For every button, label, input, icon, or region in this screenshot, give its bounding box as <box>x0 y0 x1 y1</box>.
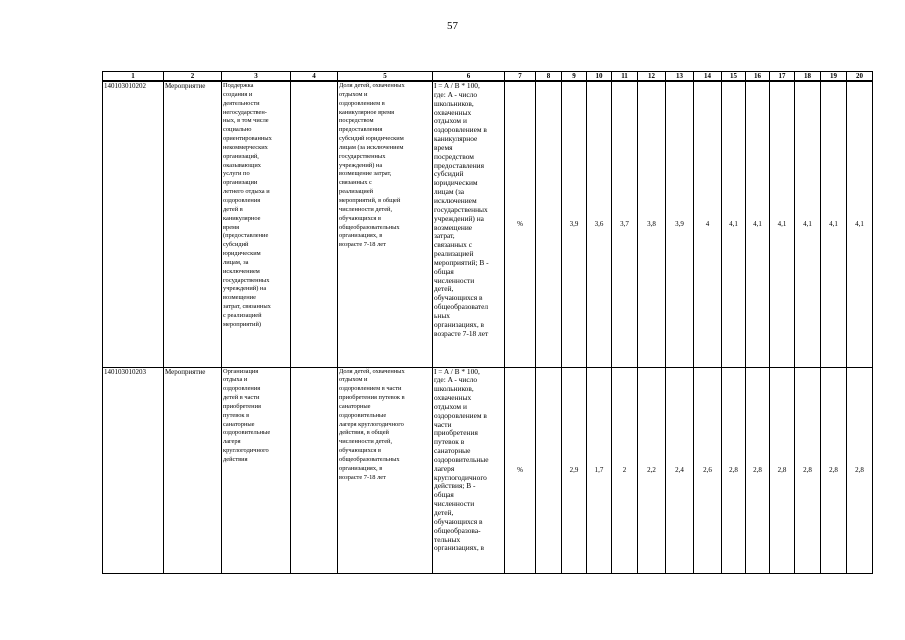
text-line: (предоставление <box>223 232 269 240</box>
value-cell: 1,7 <box>587 367 612 573</box>
text-line: организации <box>223 179 258 187</box>
header-cell: 9 <box>562 72 587 82</box>
text-line: время <box>434 142 453 152</box>
text-line: действия <box>223 455 248 463</box>
text-line: оздоровительные <box>434 454 489 464</box>
text-line: ных, в том числе <box>223 117 269 125</box>
text-line: где: A - число <box>434 375 478 385</box>
row-code: 140103010203 <box>103 367 164 573</box>
text-line: детей в части <box>223 394 260 402</box>
text-line: время <box>223 223 240 231</box>
text-line: части <box>434 419 452 429</box>
header-cell: 4 <box>291 72 338 82</box>
value-cell: 3,9 <box>666 81 694 367</box>
text-line: мероприятий; B - <box>434 257 489 267</box>
text-line: оздоровлением в <box>434 410 487 420</box>
text-line: численности <box>434 275 475 285</box>
text-line: отдыха и <box>223 376 248 384</box>
text-line: путевок в <box>223 411 250 419</box>
text-line: лагеря круглогодичного <box>339 420 404 428</box>
text-line: государственных <box>434 204 488 214</box>
text-line: численности детей, <box>339 205 393 213</box>
value-cell: 2,4 <box>666 367 694 573</box>
text-line: каникулярное <box>434 134 478 144</box>
text-line: санаторные <box>434 446 471 456</box>
text-line: затрат, связанных <box>223 303 271 311</box>
value-cell: 2,8 <box>722 367 746 573</box>
row-type: Мероприятие <box>164 367 222 573</box>
text-line: обучающихся в <box>434 516 483 526</box>
value-cell: 2,8 <box>847 367 873 573</box>
col4-cell <box>291 81 338 367</box>
value-cell: 4 <box>694 81 722 367</box>
text-line: посредством <box>339 117 374 125</box>
text-line: лицам, за <box>223 258 249 266</box>
text-line: детей, <box>434 508 454 517</box>
text-line: исключением <box>223 267 260 275</box>
text-line: круглогодичного <box>223 447 269 455</box>
value-cell: 3,7 <box>612 81 638 367</box>
text-line: Организация <box>223 367 259 375</box>
header-cell: 5 <box>338 72 433 82</box>
col8-cell <box>536 367 562 573</box>
text-line: деятельности <box>223 99 260 107</box>
text-line: школьников, <box>434 384 474 394</box>
text-line: I = A / B * 100, <box>434 367 480 376</box>
text-line: детей в <box>223 205 243 213</box>
text-line: оздоровлением в <box>339 99 385 107</box>
row-code: 140103010202 <box>103 81 164 367</box>
text-line: организациях, в <box>434 319 485 329</box>
text-line: лицам (за исключением <box>339 143 404 151</box>
text-line: круглогодичного <box>434 472 487 482</box>
text-line: детей, <box>434 284 454 294</box>
text-line: предоставления <box>434 160 485 170</box>
text-line: приобретения <box>223 402 261 410</box>
unit-cell: % <box>505 81 536 367</box>
text-line: социально <box>223 126 252 134</box>
header-cell: 17 <box>770 72 795 82</box>
value-cell: 2 <box>612 367 638 573</box>
header-cell: 20 <box>847 72 873 82</box>
text-line: субсидий юридическим <box>339 135 404 143</box>
table-row <box>103 81 873 367</box>
header-cell: 16 <box>746 72 770 82</box>
text-line: возрасте 7-18 лет <box>434 328 489 338</box>
value-cell: 4,1 <box>722 81 746 367</box>
text-line: обучающихся в <box>434 293 483 303</box>
value-cell: 3,8 <box>638 81 666 367</box>
text-line: обучающихся в <box>339 214 381 222</box>
text-line: организациях, в <box>434 543 485 553</box>
header-cell: 1 <box>103 72 164 82</box>
value-cell: 4,1 <box>770 81 795 367</box>
text-line: некоммерческих <box>223 143 268 151</box>
text-line: оздоровительные <box>223 429 271 437</box>
value-cell: 2,8 <box>746 367 770 573</box>
text-line: I = A / B * 100, <box>434 81 480 90</box>
text-line: затрат, <box>434 231 455 241</box>
text-line: общеобразова- <box>434 525 481 535</box>
column-number-header-row <box>103 72 873 82</box>
text-line: отдыхом и <box>339 376 368 384</box>
text-line: где: A - число <box>434 89 478 99</box>
text-line: Поддержка <box>223 82 254 89</box>
header-cell: 12 <box>638 72 666 82</box>
text-line: субсидий <box>434 169 464 179</box>
text-line: предоставления <box>339 126 383 134</box>
formula <box>433 81 505 367</box>
text-line: учреждений) на <box>223 285 267 293</box>
indicators-table <box>102 71 873 574</box>
value-cell: 4,1 <box>795 81 821 367</box>
text-line: реализацией <box>339 188 374 196</box>
text-line: приобретения <box>434 428 478 438</box>
value-cell: 2,8 <box>795 367 821 573</box>
text-line: отдыхом и <box>434 401 467 411</box>
text-line: лагеря <box>434 463 455 473</box>
formula <box>433 367 505 573</box>
value-cell: 2,8 <box>821 367 847 573</box>
text-line: возрасте 7-18 лет <box>339 473 386 481</box>
text-line: реализацией <box>434 249 474 259</box>
value-cell: 2,9 <box>562 367 587 573</box>
text-line: организациях, в <box>339 232 383 240</box>
text-line: учреждений) на <box>339 161 383 169</box>
indicator-name <box>338 367 433 573</box>
text-line: отдыхом и <box>434 116 467 126</box>
text-line: Доля детей, охваченных <box>339 82 405 89</box>
text-line: отдыхом и <box>339 90 368 98</box>
value-cell: 4,1 <box>746 81 770 367</box>
indicator-name <box>338 81 433 367</box>
header-cell: 10 <box>587 72 612 82</box>
text-line: охваченных <box>434 107 472 117</box>
text-line: ьных <box>434 310 450 320</box>
text-line: лагеря <box>223 438 241 446</box>
text-line: мероприятий) <box>223 320 262 328</box>
unit-cell: % <box>505 367 536 573</box>
value-cell: 2,8 <box>770 367 795 573</box>
text-line: охваченных <box>434 393 472 403</box>
text-line: оздоровлением в <box>434 125 487 135</box>
text-line: возмещение <box>223 294 256 302</box>
text-line: посредством <box>434 151 474 161</box>
text-line: негосударствен- <box>223 108 267 116</box>
text-line: санаторные <box>223 420 255 428</box>
value-cell: 4,1 <box>847 81 873 367</box>
text-line: услуги по <box>223 170 250 178</box>
value-cell: 3,6 <box>587 81 612 367</box>
value-cell: 4,1 <box>821 81 847 367</box>
text-line: оздоровительные <box>339 411 387 419</box>
text-line: с реализацией <box>223 311 262 319</box>
text-line: связанных с <box>434 240 472 250</box>
header-cell: 7 <box>505 72 536 82</box>
table-row <box>103 367 873 573</box>
header-cell: 18 <box>795 72 821 82</box>
text-line: Доля детей, охваченных <box>339 367 405 375</box>
text-line: действия; B - <box>434 481 476 491</box>
header-cell: 3 <box>222 72 291 82</box>
value-cell: 3,9 <box>562 81 587 367</box>
text-line: ориентированных <box>223 135 272 143</box>
text-line: тельных <box>434 534 461 544</box>
header-cell: 6 <box>433 72 505 82</box>
text-line: действия, в общей <box>339 429 389 437</box>
header-cell: 14 <box>694 72 722 82</box>
value-cell: 2,6 <box>694 367 722 573</box>
header-cell: 8 <box>536 72 562 82</box>
text-line: общеобразовательных <box>339 455 400 463</box>
header-cell: 15 <box>722 72 746 82</box>
row-type: Мероприятие <box>164 81 222 367</box>
text-line: создания и <box>223 90 253 98</box>
text-line: общая <box>434 266 454 276</box>
header-cell: 11 <box>612 72 638 82</box>
col4-cell <box>291 367 338 573</box>
header-cell: 2 <box>164 72 222 82</box>
text-line: субсидий <box>223 241 249 249</box>
text-line: юридическим <box>434 178 478 188</box>
text-line: оздоровления <box>223 196 261 204</box>
text-line: возмещение затрат, <box>339 170 392 178</box>
text-line: каникулярное <box>223 214 261 222</box>
text-line: обучающихся в <box>339 447 381 455</box>
text-line: исключением <box>434 195 477 205</box>
page-number: 57 <box>447 20 458 32</box>
text-line: юридическим <box>223 250 261 258</box>
text-line: санаторные <box>339 402 371 410</box>
text-line: численности детей, <box>339 438 393 446</box>
text-line: учреждений) на <box>434 213 484 223</box>
text-line: приобретения путевок в <box>339 394 405 402</box>
text-line: государственных <box>223 276 270 284</box>
measure-name <box>222 81 291 367</box>
text-line: организаций, <box>223 152 259 160</box>
text-line: возмещение <box>434 222 473 232</box>
text-line: возрасте 7-18 лет <box>339 241 386 249</box>
header-cell: 19 <box>821 72 847 82</box>
col8-cell <box>536 81 562 367</box>
text-line: оказывающих <box>223 161 261 169</box>
text-line: оздоровления <box>223 385 261 393</box>
value-cell: 2,2 <box>638 367 666 573</box>
text-line: общеобразовательных <box>339 223 400 231</box>
text-line: общая <box>434 490 454 500</box>
header-cell: 13 <box>666 72 694 82</box>
text-line: организациях, в <box>339 464 383 472</box>
text-line: мероприятий, в общей <box>339 196 401 204</box>
text-line: лицам (за <box>434 187 465 197</box>
text-line: численности <box>434 499 475 509</box>
text-line: каникулярное время <box>339 108 395 116</box>
text-line: школьников, <box>434 98 474 108</box>
measure-name <box>222 367 291 573</box>
text-line: связанных с <box>339 179 372 187</box>
text-line: летнего отдыха и <box>223 188 270 196</box>
text-line: общеобразовател <box>434 302 489 312</box>
text-line: оздоровлением в части <box>339 385 402 393</box>
text-line: государственных <box>339 152 386 160</box>
text-line: путевок в <box>434 437 465 447</box>
